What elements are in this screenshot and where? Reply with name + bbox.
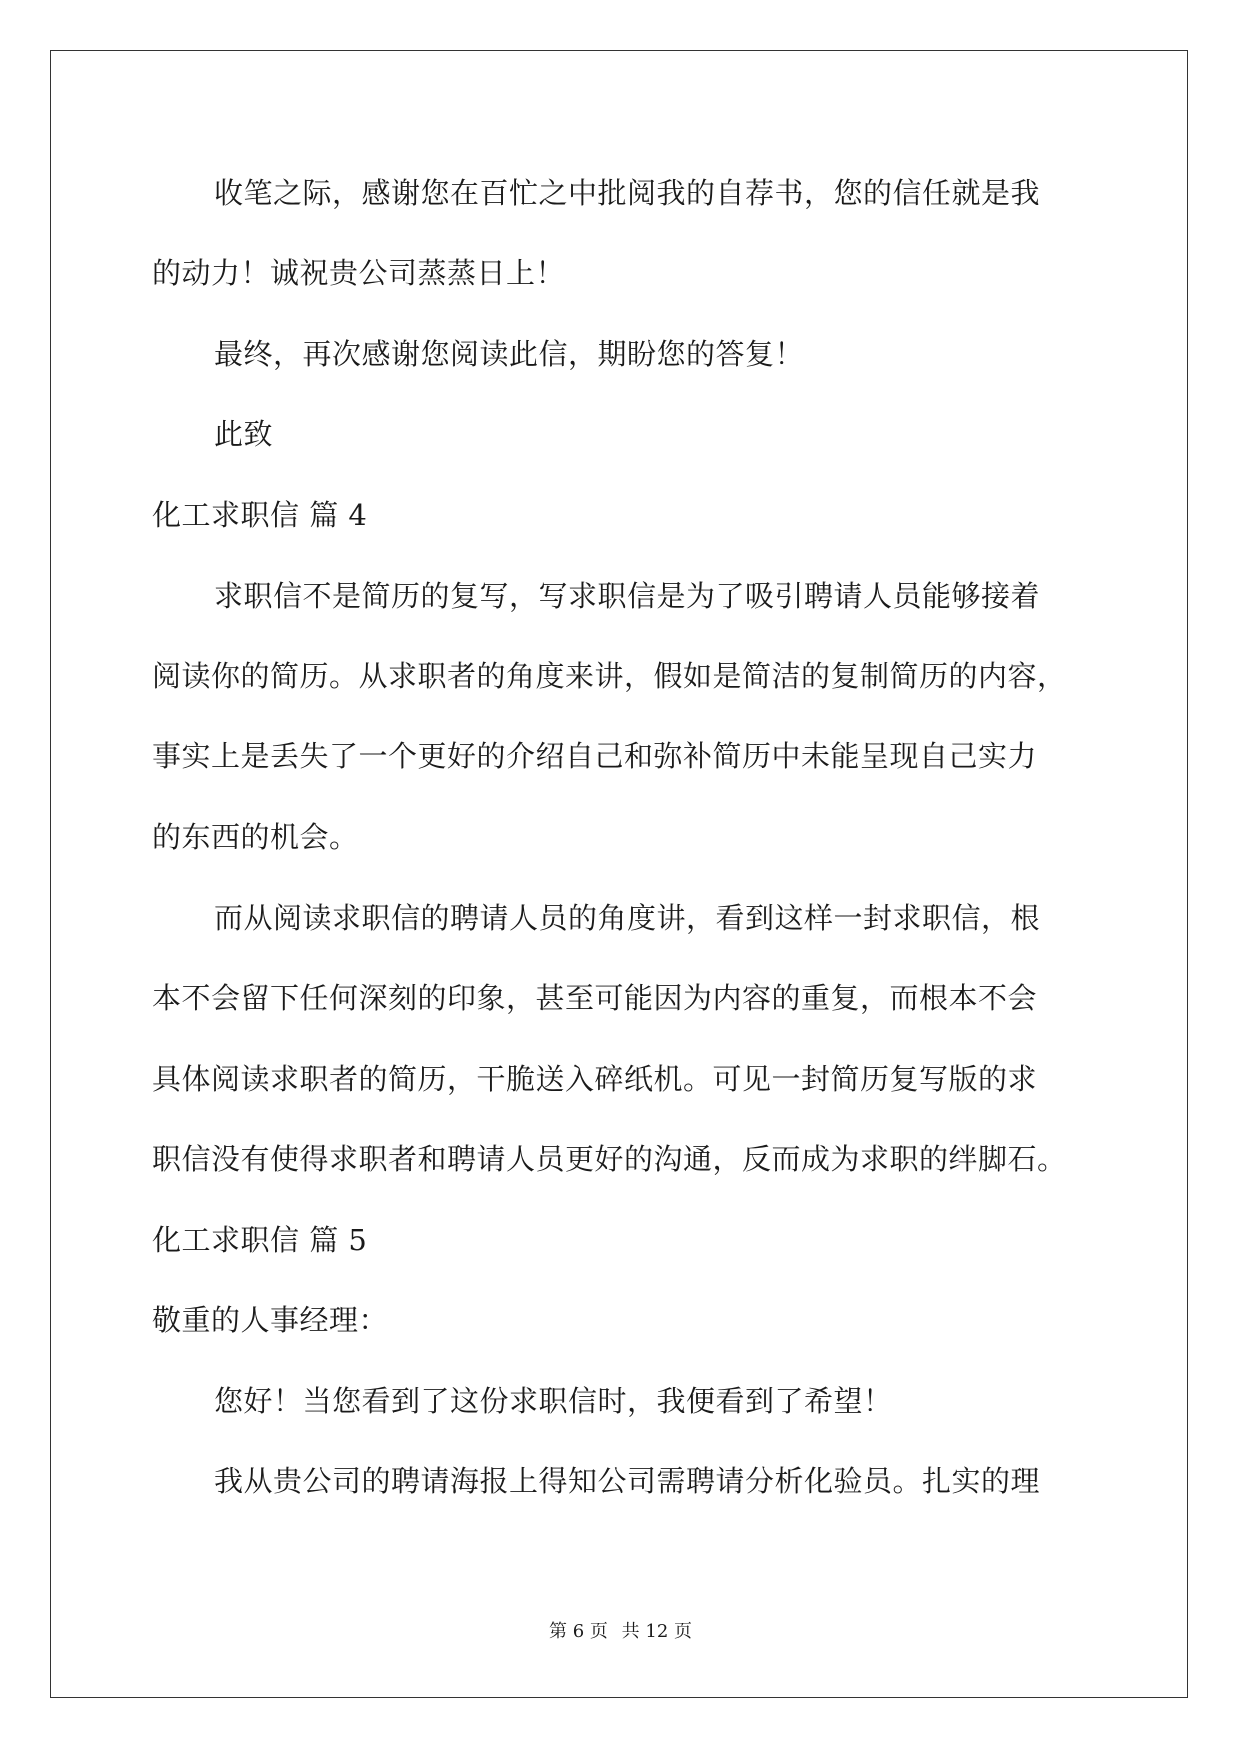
text-line: 求职信不是简历的复写，写求职信是为了吸引聘请人员能够接着 — [214, 579, 1041, 613]
text-line: 我从贵公司的聘请海报上得知公司需聘请分析化验员。扎实的理 — [214, 1464, 1041, 1498]
page-footer — [0, 1620, 1241, 1644]
text-line: 的东西的机会。 — [152, 820, 359, 854]
text-line: 此致 — [214, 417, 274, 451]
text-line: 收笔之际，感谢您在百忙之中批阅我的自荐书，您的信任就是我 — [214, 176, 1041, 210]
page-number: 第 6 页 — [549, 1621, 608, 1642]
text-line: 最终，再次感谢您阅读此信，期盼您的答复！ — [214, 337, 805, 371]
text-line: 您好！当您看到了这份求职信时，我便看到了希望！ — [214, 1384, 893, 1418]
text-line: 而从阅读求职信的聘请人员的角度讲，看到这样一封求职信，根 — [214, 901, 1041, 935]
page-total: 共 12 页 — [621, 1621, 692, 1642]
text-line: 的动力！诚祝贵公司蒸蒸日上！ — [152, 256, 566, 290]
text-line: 本不会留下任何深刻的印象，甚至可能因为内容的重复，而根本不会 — [152, 981, 1038, 1015]
section-heading: 化工求职信 篇 4 — [152, 498, 368, 532]
text-line: 职信没有使得求职者和聘请人员更好的沟通，反而成为求职的绊脚石。 — [152, 1142, 1067, 1176]
text-line: 阅读你的简历。从求职者的角度来讲，假如是简洁的复制简历的内容， — [152, 659, 1067, 693]
salutation: 敬重的人事经理： — [152, 1303, 389, 1337]
text-line: 具体阅读求职者的简历，干脆送入碎纸机。可见一封简历复写版的求 — [152, 1062, 1038, 1096]
text-line: 事实上是丢失了一个更好的介绍自己和弥补简历中未能呈现自己实力 — [152, 739, 1038, 773]
page-border — [50, 50, 1188, 1698]
section-heading: 化工求职信 篇 5 — [152, 1223, 368, 1257]
